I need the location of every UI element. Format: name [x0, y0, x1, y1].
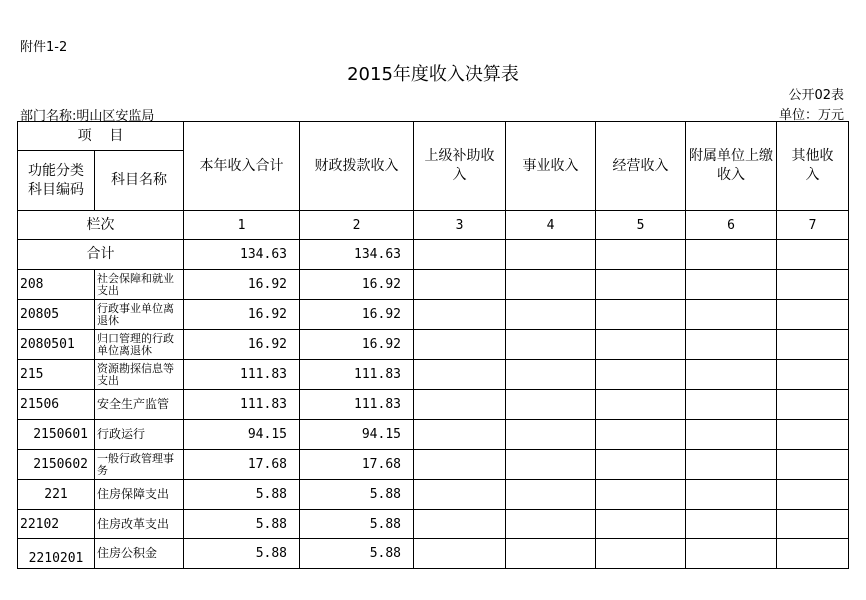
empty-cell: [506, 360, 596, 390]
empty-cell: [596, 450, 686, 480]
index-row-label: 栏次: [18, 211, 184, 240]
empty-cell: [414, 300, 506, 330]
empty-cell: [596, 330, 686, 360]
empty-cell: [596, 390, 686, 420]
department-name: 部门名称:明山区安监局: [20, 109, 155, 124]
empty-cell: [686, 300, 777, 330]
row-name: 归口管理的行政单位离退休: [95, 330, 184, 360]
empty-cell: [777, 450, 849, 480]
empty-cell: [506, 270, 596, 300]
row-code: 221: [18, 480, 95, 510]
row-code: 2150601: [18, 420, 95, 450]
table-row: [18, 510, 849, 539]
index-col-7: 7: [777, 211, 849, 240]
empty-cell: [686, 270, 777, 300]
row-fiscal: 111.83: [300, 360, 414, 390]
row-fiscal: 16.92: [300, 270, 414, 300]
empty-cell: [414, 480, 506, 510]
table-row: [18, 360, 849, 390]
empty-cell: [506, 510, 596, 539]
header-affiliated-income: 附属单位上缴收入: [686, 122, 777, 211]
empty-cell: [506, 330, 596, 360]
row-total: 111.83: [184, 360, 300, 390]
row-name: 安全生产监管: [95, 390, 184, 420]
empty-cell: [686, 480, 777, 510]
table-row: [18, 539, 849, 569]
header-func-code: 功能分类科目编码: [18, 151, 95, 211]
empty-cell: [777, 420, 849, 450]
empty-cell: [686, 450, 777, 480]
table-row: [18, 270, 849, 300]
table-row: [18, 390, 849, 420]
header-business-income: 事业收入: [506, 122, 596, 211]
empty-cell: [506, 390, 596, 420]
index-col-2: 2: [300, 211, 414, 240]
empty-cell: [596, 360, 686, 390]
empty-cell: [414, 330, 506, 360]
table-row: [18, 330, 849, 360]
empty-cell: [686, 240, 777, 270]
empty-cell: [506, 539, 596, 569]
header-other-income: 其他收入: [777, 122, 849, 211]
index-col-4: 4: [506, 211, 596, 240]
header-total-income: 本年收入合计: [184, 122, 300, 211]
row-code: 2080501: [18, 330, 95, 360]
empty-cell: [777, 360, 849, 390]
row-code: 2150602: [18, 450, 95, 480]
empty-cell: [414, 270, 506, 300]
empty-cell: [414, 390, 506, 420]
row-fiscal: 5.88: [300, 510, 414, 539]
income-statement-table: [17, 121, 849, 569]
empty-cell: [686, 390, 777, 420]
empty-cell: [414, 539, 506, 569]
row-code: 21506: [18, 390, 95, 420]
row-total: 16.92: [184, 300, 300, 330]
empty-cell: [686, 360, 777, 390]
row-total: 16.92: [184, 330, 300, 360]
row-total: 94.15: [184, 420, 300, 450]
row-fiscal: 17.68: [300, 450, 414, 480]
empty-cell: [506, 240, 596, 270]
total-row-label: 合计: [18, 240, 184, 270]
row-total: 5.88: [184, 539, 300, 569]
total-row-total: 134.63: [184, 240, 300, 270]
row-name: 行政事业单位离退休: [95, 300, 184, 330]
empty-cell: [686, 539, 777, 569]
row-total: 5.88: [184, 480, 300, 510]
empty-cell: [596, 420, 686, 450]
empty-cell: [777, 300, 849, 330]
index-col-6: 6: [686, 211, 777, 240]
row-total: 5.88: [184, 510, 300, 539]
empty-cell: [506, 480, 596, 510]
table-row: [18, 480, 849, 510]
row-name: 行政运行: [95, 420, 184, 450]
empty-cell: [596, 270, 686, 300]
row-name: 社会保障和就业支出: [95, 270, 184, 300]
header-subject-name: 科目名称: [95, 151, 184, 211]
header-superior-subsidy: 上级补助收入: [414, 122, 506, 211]
header-fiscal-appropriation: 财政拨款收入: [300, 122, 414, 211]
row-total: 111.83: [184, 390, 300, 420]
row-name: 一般行政管理事务: [95, 450, 184, 480]
empty-cell: [777, 270, 849, 300]
row-fiscal: 16.92: [300, 330, 414, 360]
empty-cell: [686, 510, 777, 539]
row-total: 17.68: [184, 450, 300, 480]
empty-cell: [506, 420, 596, 450]
empty-cell: [777, 480, 849, 510]
empty-cell: [777, 390, 849, 420]
empty-cell: [414, 450, 506, 480]
row-code: 208: [18, 270, 95, 300]
row-code: 22102: [18, 510, 95, 539]
empty-cell: [596, 240, 686, 270]
header-item: 项 目: [18, 122, 184, 151]
empty-cell: [506, 450, 596, 480]
row-name: 资源勘探信息等支出: [95, 360, 184, 390]
empty-cell: [777, 539, 849, 569]
document-title: 2015年度收入决算表: [347, 64, 519, 85]
empty-cell: [414, 240, 506, 270]
row-code: 20805: [18, 300, 95, 330]
empty-cell: [596, 510, 686, 539]
table-row: [18, 450, 849, 480]
empty-cell: [686, 330, 777, 360]
total-row-fiscal: 134.63: [300, 240, 414, 270]
header-operating-income: 经营收入: [596, 122, 686, 211]
row-name: 住房公积金: [95, 539, 184, 569]
index-col-1: 1: [184, 211, 300, 240]
row-code: 215: [18, 360, 95, 390]
empty-cell: [596, 480, 686, 510]
empty-cell: [414, 360, 506, 390]
row-total: 16.92: [184, 270, 300, 300]
row-fiscal: 5.88: [300, 480, 414, 510]
row-fiscal: 5.88: [300, 539, 414, 569]
attachment-label: 附件1-2: [20, 40, 68, 55]
table-row: [18, 420, 849, 450]
row-name: 住房保障支出: [95, 480, 184, 510]
row-name: 住房改革支出: [95, 510, 184, 539]
empty-cell: [414, 510, 506, 539]
empty-cell: [777, 330, 849, 360]
empty-cell: [686, 420, 777, 450]
empty-cell: [777, 240, 849, 270]
index-col-3: 3: [414, 211, 506, 240]
row-fiscal: 94.15: [300, 420, 414, 450]
table-code: 公开02表: [788, 88, 844, 103]
index-col-5: 5: [596, 211, 686, 240]
empty-cell: [596, 300, 686, 330]
empty-cell: [506, 300, 596, 330]
unit-label: 单位：万元: [778, 108, 844, 123]
table-row: [18, 300, 849, 330]
empty-cell: [777, 510, 849, 539]
empty-cell: [596, 539, 686, 569]
row-fiscal: 111.83: [300, 390, 414, 420]
row-code: 2210201: [18, 539, 95, 569]
empty-cell: [414, 420, 506, 450]
row-fiscal: 16.92: [300, 300, 414, 330]
